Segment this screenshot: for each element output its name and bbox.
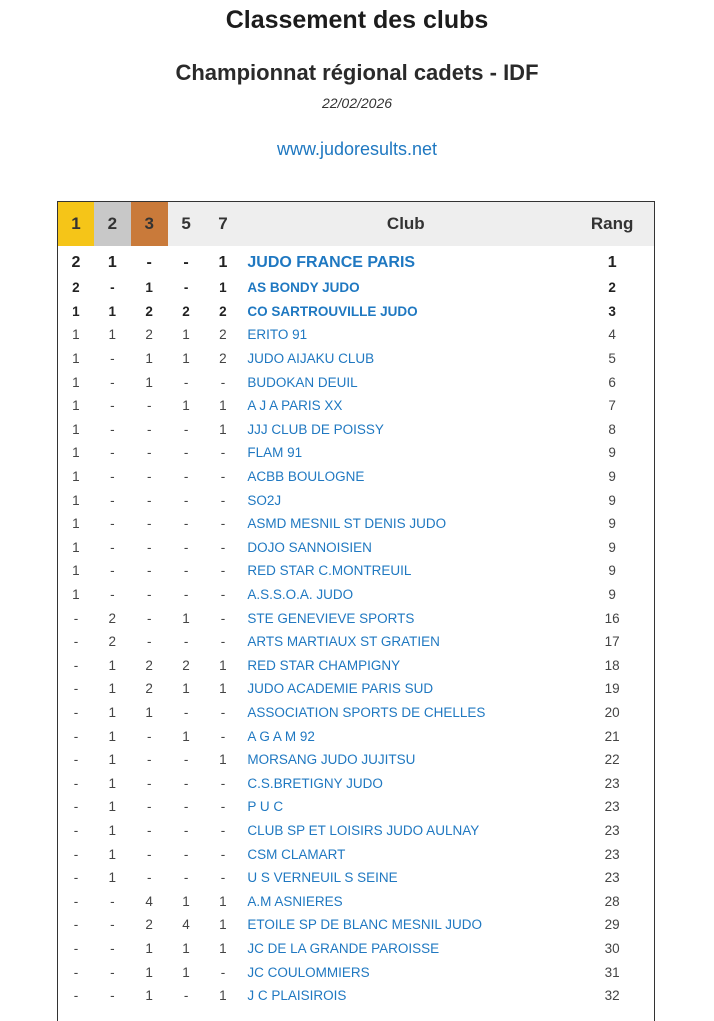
cell-fifth: 1	[182, 398, 190, 414]
cell-rank: 8	[608, 421, 616, 437]
cell-seventh: 1	[219, 752, 227, 768]
cell-silver: -	[110, 445, 115, 461]
table-row	[58, 583, 654, 607]
club-name-link[interactable]: JJJ CLUB DE POISSY	[247, 421, 384, 437]
cell-silver: 1	[108, 728, 117, 744]
cell-bronze: -	[146, 610, 152, 626]
cell-fifth: -	[183, 445, 189, 461]
cell-bronze: -	[146, 799, 152, 815]
cell-fifth: -	[183, 469, 189, 485]
cell-gold: -	[73, 728, 79, 744]
cell-silver: -	[110, 940, 115, 956]
cell-gold: -	[73, 917, 79, 933]
cell-seventh: -	[220, 846, 226, 862]
cell-rank: 23	[604, 870, 620, 886]
cell-silver: -	[110, 988, 115, 1004]
club-name-link[interactable]: BUDOKAN DEUIL	[247, 374, 358, 390]
cell-fifth: -	[183, 775, 189, 791]
cell-silver: 1	[108, 327, 117, 343]
cell-rank: 6	[608, 374, 616, 390]
judoresults-link[interactable]: www.judoresults.net	[276, 139, 438, 159]
table-row	[58, 441, 654, 465]
cell-fifth: -	[183, 254, 189, 271]
club-name-link[interactable]: A J A PARIS XX	[247, 398, 343, 414]
cell-bronze: -	[146, 752, 152, 768]
cell-rank: 9	[608, 445, 616, 461]
cell-silver: 1	[108, 870, 117, 886]
cell-bronze: 1	[145, 280, 153, 296]
cell-silver: -	[110, 280, 115, 296]
club-ranking-table	[57, 201, 655, 1021]
cell-fifth: -	[183, 516, 189, 532]
competition-date: 22/02/2026	[321, 95, 393, 111]
table-row	[58, 465, 654, 489]
cell-gold: 1	[72, 539, 80, 555]
cell-fifth: 1	[182, 940, 190, 956]
table-row	[58, 866, 654, 890]
cell-gold: -	[73, 634, 79, 650]
table-row	[58, 654, 654, 678]
cell-seventh: -	[220, 492, 226, 508]
header-col-club[interactable]: Club	[386, 214, 425, 233]
page-title: Classement des clubs	[225, 6, 489, 34]
cell-rank: 7	[608, 398, 616, 414]
cell-gold: -	[73, 846, 79, 862]
cell-rank: 3	[608, 303, 616, 319]
cell-rank: 9	[608, 587, 616, 603]
cell-seventh: -	[220, 610, 226, 626]
cell-gold: -	[73, 940, 79, 956]
club-name-link[interactable]: JC COULOMMIERS	[247, 964, 370, 980]
cell-gold: 1	[72, 516, 80, 532]
cell-seventh: 1	[219, 421, 227, 437]
cell-seventh: -	[220, 563, 226, 579]
header-col-5th[interactable]: 5	[181, 214, 191, 233]
table-row	[58, 748, 654, 772]
cell-rank: 19	[604, 681, 620, 697]
club-name-link[interactable]: RED STAR CHAMPIGNY	[247, 657, 401, 673]
cell-seventh: 1	[218, 254, 228, 271]
cell-seventh: -	[220, 799, 226, 815]
cell-fifth: 1	[182, 728, 190, 744]
club-name-link[interactable]: DOJO SANNOISIEN	[247, 539, 372, 555]
cell-gold: -	[73, 870, 79, 886]
club-name-link[interactable]: STE GENEVIEVE SPORTS	[247, 610, 415, 626]
cell-fifth: 1	[182, 327, 190, 343]
cell-silver: -	[110, 398, 115, 414]
club-name-link[interactable]: A.S.S.O.A. JUDO	[247, 587, 354, 603]
cell-seventh: 1	[219, 940, 227, 956]
club-name-link[interactable]: P U C	[247, 799, 284, 815]
table-header	[58, 202, 654, 246]
cell-rank: 17	[604, 634, 620, 650]
cell-bronze: -	[146, 254, 152, 271]
cell-bronze: 1	[145, 704, 153, 720]
table-row	[58, 795, 654, 819]
cell-silver: 1	[108, 775, 117, 791]
cell-fifth: 1	[182, 681, 190, 697]
cell-seventh: -	[220, 964, 226, 980]
table-row	[58, 984, 654, 1008]
cell-rank: 23	[604, 846, 620, 862]
cell-rank: 29	[604, 917, 620, 933]
cell-silver: -	[110, 492, 115, 508]
cell-fifth: -	[183, 752, 189, 768]
table-row	[58, 842, 654, 866]
cell-fifth: 1	[182, 964, 190, 980]
cell-fifth: 1	[182, 351, 190, 367]
cell-seventh: 1	[219, 988, 227, 1004]
club-name-link[interactable]: JC DE LA GRANDE PAROISSE	[247, 940, 440, 956]
cell-fifth: -	[183, 870, 189, 886]
table-row	[58, 677, 654, 701]
cell-fifth: -	[183, 822, 189, 838]
competition-title: Championnat régional cadets - IDF	[175, 60, 539, 85]
club-name-link[interactable]: A.M ASNIERES	[247, 893, 343, 909]
cell-silver: -	[110, 421, 115, 437]
cell-gold: 1	[72, 421, 80, 437]
cell-silver: 2	[108, 610, 117, 626]
cell-seventh: 1	[219, 657, 227, 673]
cell-bronze: -	[146, 492, 152, 508]
cell-rank: 23	[604, 799, 620, 815]
cell-gold: 1	[72, 351, 80, 367]
cell-bronze: 2	[145, 917, 153, 933]
cell-bronze: -	[146, 469, 152, 485]
cell-gold: 2	[72, 280, 80, 296]
table-row	[58, 913, 654, 937]
cell-fifth: 2	[182, 657, 190, 673]
cell-seventh: 1	[219, 917, 227, 933]
cell-silver: -	[110, 351, 115, 367]
cell-gold: 1	[72, 492, 80, 508]
cell-bronze: 1	[145, 988, 153, 1004]
cell-gold: -	[73, 822, 79, 838]
cell-silver: -	[110, 563, 115, 579]
cell-silver: -	[110, 587, 115, 603]
cell-bronze: 1	[145, 351, 153, 367]
club-name-link[interactable]: C.S.BRETIGNY JUDO	[247, 775, 383, 791]
cell-fifth: -	[183, 539, 189, 555]
cell-bronze: 2	[145, 681, 153, 697]
cell-fifth: -	[183, 492, 189, 508]
cell-bronze: -	[146, 445, 152, 461]
cell-bronze: -	[146, 587, 152, 603]
header-col-3rd[interactable]: 3	[131, 202, 168, 246]
cell-gold: -	[73, 681, 79, 697]
cell-gold: -	[73, 752, 79, 768]
cell-fifth: -	[183, 421, 189, 437]
cell-bronze: 1	[145, 964, 153, 980]
table-row	[58, 250, 654, 276]
table-row	[58, 536, 654, 560]
cell-rank: 23	[604, 775, 620, 791]
table-row	[58, 960, 654, 984]
club-name-link[interactable]: J C PLAISIROIS	[247, 988, 347, 1004]
cell-gold: 1	[72, 398, 80, 414]
table-row	[58, 394, 654, 418]
cell-fifth: -	[183, 280, 189, 296]
cell-seventh: 2	[219, 303, 227, 319]
cell-bronze: -	[146, 516, 152, 532]
cell-silver: -	[110, 539, 115, 555]
club-name-link[interactable]: A G A M 92	[247, 728, 315, 744]
cell-gold: 1	[72, 563, 80, 579]
cell-seventh: -	[220, 704, 226, 720]
cell-silver: 1	[108, 846, 117, 862]
cell-rank: 30	[604, 940, 620, 956]
cell-bronze: -	[146, 539, 152, 555]
table-row	[58, 559, 654, 583]
cell-silver: -	[110, 516, 115, 532]
cell-silver: -	[110, 964, 115, 980]
club-name-link[interactable]: CLUB SP ET LOISIRS JUDO AULNAY	[247, 822, 480, 838]
cell-silver: -	[110, 893, 115, 909]
club-name-link[interactable]: MORSANG JUDO JUJITSU	[247, 752, 416, 768]
cell-bronze: -	[146, 775, 152, 791]
cell-rank: 9	[608, 492, 616, 508]
cell-rank: 9	[608, 469, 616, 485]
cell-fifth: -	[183, 799, 189, 815]
cell-rank: 32	[604, 988, 620, 1004]
cell-silver: 1	[108, 303, 117, 319]
cell-seventh: -	[220, 728, 226, 744]
cell-rank: 9	[608, 563, 616, 579]
cell-seventh: -	[220, 870, 226, 886]
table-row	[58, 370, 654, 394]
cell-silver: -	[110, 917, 115, 933]
cell-silver: 1	[108, 752, 117, 768]
cell-rank: 31	[604, 964, 620, 980]
club-name-link[interactable]: ASSOCIATION SPORTS DE CHELLES	[247, 704, 486, 720]
table-row	[58, 323, 654, 347]
cell-gold: 1	[72, 374, 80, 390]
cell-seventh: 2	[219, 327, 227, 343]
cell-rank: 23	[604, 822, 620, 838]
cell-seventh: -	[220, 469, 226, 485]
cell-silver: 1	[108, 822, 117, 838]
cell-bronze: -	[146, 846, 152, 862]
table-row	[58, 701, 654, 725]
header-col-2nd[interactable]: 2	[94, 202, 131, 246]
cell-seventh: -	[220, 516, 226, 532]
cell-silver: 1	[108, 799, 117, 815]
cell-bronze: 2	[145, 327, 153, 343]
cell-bronze: 2	[145, 657, 153, 673]
club-name-link[interactable]: CO SARTROUVILLE JUDO	[247, 303, 418, 319]
club-name-link[interactable]: JUDO AIJAKU CLUB	[247, 351, 375, 367]
cell-rank: 18	[604, 657, 620, 673]
header-col-7th[interactable]: 7	[218, 214, 228, 233]
club-name-link[interactable]: JUDO FRANCE PARIS	[247, 254, 416, 271]
table-row	[58, 512, 654, 536]
cell-silver: -	[110, 469, 115, 485]
cell-seventh: -	[220, 634, 226, 650]
cell-gold: 1	[72, 445, 80, 461]
cell-bronze: -	[146, 870, 152, 886]
cell-silver: 1	[108, 704, 117, 720]
cell-seventh: -	[220, 775, 226, 791]
table-row	[58, 724, 654, 748]
cell-fifth: -	[183, 634, 189, 650]
cell-gold: -	[73, 893, 79, 909]
table-row	[58, 276, 654, 300]
cell-fifth: 1	[182, 893, 190, 909]
club-name-link[interactable]: U S VERNEUIL S SEINE	[247, 870, 398, 886]
cell-rank: 21	[604, 728, 620, 744]
cell-seventh: 1	[219, 893, 227, 909]
table-row	[58, 606, 654, 630]
cell-fifth: -	[183, 563, 189, 579]
cell-rank: 22	[604, 752, 620, 768]
cell-seventh: 1	[219, 280, 227, 296]
cell-gold: 1	[72, 587, 80, 603]
table-row	[58, 889, 654, 913]
table-body	[58, 250, 654, 1007]
cell-gold: 1	[72, 469, 80, 485]
cell-seventh: -	[220, 822, 226, 838]
cell-rank: 28	[604, 893, 620, 909]
table-row	[58, 819, 654, 843]
cell-gold: -	[73, 775, 79, 791]
cell-silver: 1	[108, 681, 117, 697]
cell-bronze: -	[146, 822, 152, 838]
cell-seventh: -	[220, 374, 226, 390]
cell-silver: 1	[108, 657, 117, 673]
club-name-link[interactable]: ERITO 91	[247, 327, 308, 343]
cell-fifth: -	[183, 374, 189, 390]
club-name-link[interactable]: AS BONDY JUDO	[247, 280, 360, 296]
table-row	[58, 488, 654, 512]
cell-fifth: -	[183, 988, 189, 1004]
cell-fifth: -	[183, 846, 189, 862]
cell-gold: 1	[72, 303, 80, 319]
club-name-link[interactable]: ETOILE SP DE BLANC MESNIL JUDO	[247, 917, 482, 933]
club-name-link[interactable]: JUDO ACADEMIE PARIS SUD	[247, 681, 434, 697]
cell-fifth: 2	[182, 303, 190, 319]
cell-bronze: -	[146, 421, 152, 437]
cell-rank: 1	[607, 254, 617, 271]
header-col-1st[interactable]: 1	[58, 202, 94, 246]
club-name-link[interactable]: CSM CLAMART	[247, 846, 346, 862]
cell-rank: 9	[608, 539, 616, 555]
cell-gold: -	[73, 799, 79, 815]
table-row	[58, 630, 654, 654]
cell-seventh: 1	[219, 681, 227, 697]
cell-fifth: -	[183, 587, 189, 603]
club-name-link[interactable]: ACBB BOULOGNE	[247, 469, 365, 485]
cell-silver: -	[110, 374, 115, 390]
cell-bronze: 1	[145, 940, 153, 956]
cell-bronze: -	[146, 398, 152, 414]
cell-gold: -	[73, 988, 79, 1004]
cell-silver: 2	[108, 634, 117, 650]
cell-seventh: -	[220, 587, 226, 603]
cell-bronze: 4	[145, 893, 153, 909]
club-name-link[interactable]: SO2J	[247, 492, 282, 508]
cell-fifth: 4	[182, 917, 190, 933]
cell-rank: 20	[604, 704, 620, 720]
cell-fifth: -	[183, 704, 189, 720]
cell-fifth: 1	[182, 610, 190, 626]
cell-bronze: -	[146, 634, 152, 650]
club-name-link[interactable]: ASMD MESNIL ST DENIS JUDO	[247, 516, 447, 532]
cell-bronze: -	[146, 563, 152, 579]
cell-seventh: -	[220, 445, 226, 461]
table-row	[58, 937, 654, 961]
club-name-link[interactable]: FLAM 91	[247, 445, 303, 461]
cell-rank: 4	[608, 327, 616, 343]
table-row	[58, 300, 654, 324]
cell-bronze: 2	[145, 303, 153, 319]
table-row	[58, 347, 654, 371]
club-name-link[interactable]: RED STAR C.MONTREUIL	[247, 563, 412, 579]
cell-rank: 16	[604, 610, 620, 626]
cell-gold: -	[73, 964, 79, 980]
table-row	[58, 771, 654, 795]
cell-seventh: 1	[219, 398, 227, 414]
header-col-rang[interactable]: Rang	[590, 214, 634, 233]
cell-bronze: 1	[145, 374, 153, 390]
cell-seventh: 2	[219, 351, 227, 367]
cell-gold: -	[73, 610, 79, 626]
cell-rank: 2	[608, 280, 616, 296]
cell-silver: 1	[107, 254, 117, 271]
cell-bronze: -	[146, 728, 152, 744]
cell-gold: -	[73, 657, 79, 673]
cell-rank: 9	[608, 516, 616, 532]
table-row	[58, 418, 654, 442]
club-name-link[interactable]: ARTS MARTIAUX ST GRATIEN	[247, 634, 440, 650]
cell-gold: 2	[71, 254, 81, 271]
cell-gold: -	[73, 704, 79, 720]
cell-gold: 1	[72, 327, 80, 343]
cell-rank: 5	[608, 351, 616, 367]
cell-seventh: -	[220, 539, 226, 555]
